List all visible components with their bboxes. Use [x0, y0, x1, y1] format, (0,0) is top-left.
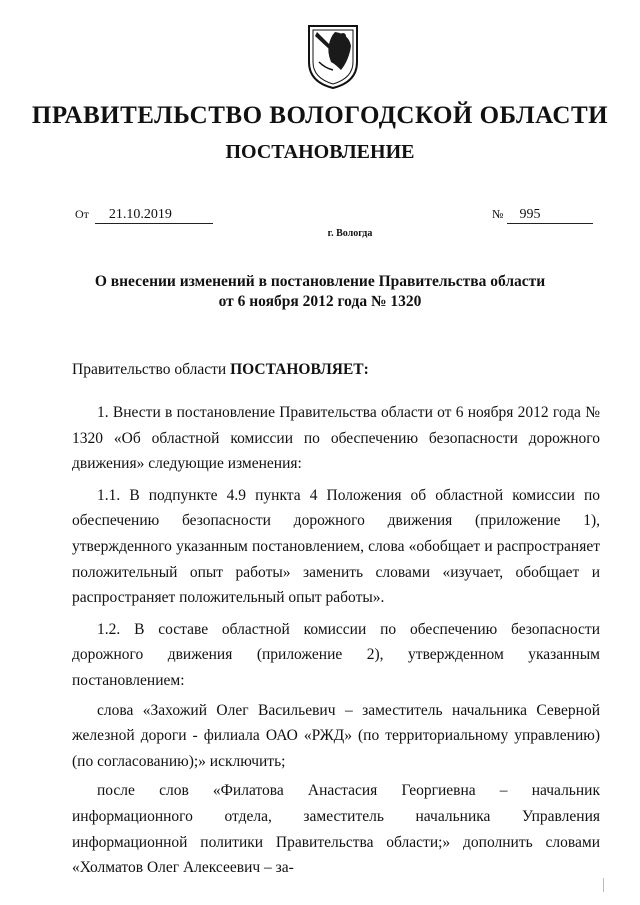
government-title: ПРАВИТЕЛЬСТВО ВОЛОГОДСКОЙ ОБЛАСТИ [31, 102, 609, 129]
preamble-text: Правительство области [72, 361, 231, 378]
paragraph-1-2: 1.2. В составе областной комиссии по обеспечению безопасности дорожного движения (приложение 2), утвержденном указанным постановлением: [72, 620, 600, 689]
document-number [492, 207, 593, 224]
document-subject [0, 272, 640, 312]
document-type: ПОСТАНОВЛЕНИЕ [225, 141, 415, 163]
subject-line-1: О внесении изменений в постановление Правительства области [94, 273, 546, 290]
scan-mark [603, 878, 604, 892]
paragraph-1: 1. Внести в постановление Правительства области от 6 ноября 2012 года № 1320 «Об областной комиссии по обеспечению безопасности дорожного движения» следующие изменения: [72, 404, 600, 473]
subject-line-2: от 6 ноября 2012 года № 1320 [218, 293, 422, 310]
city: г. Вологда [327, 228, 373, 239]
document-date [75, 207, 213, 224]
date-value: 21.10.2019 [95, 207, 213, 224]
preamble-bold: ПОСТАНОВЛЯЕТ: [230, 361, 369, 378]
date-label: От [75, 207, 89, 221]
paragraph-1-1: 1.1. В подпункте 4.9 пункта 4 Положения об областной комиссии по обеспечению безопасности дорожного движения (приложение 1), утвержденного указанным постановлением, слова «обобщает и распространяет положительный опыт работы» заменить словами «изучает, обобщает и распространяет положительный опыт работы». [72, 486, 600, 607]
number-label: № [492, 207, 504, 221]
preamble [72, 357, 600, 383]
coat-of-arms-icon [305, 22, 361, 90]
paragraph-addition: после слов «Филатова Анастасия Георгиевна – начальник информационного отдела, заместитель начальника Управления информационной политики Правительства области;» дополнить словами «Холматов Олег Алексеевич – за- [72, 782, 600, 877]
paragraph-exclusion: слова «Захожий Олег Васильевич – заместитель начальника Северной железной дороги - филиала ОАО «РЖД» (по территориальному управлению) (по согласованию);» исключить; [72, 701, 600, 770]
number-value: 995 [507, 207, 593, 224]
document-body [72, 400, 600, 881]
